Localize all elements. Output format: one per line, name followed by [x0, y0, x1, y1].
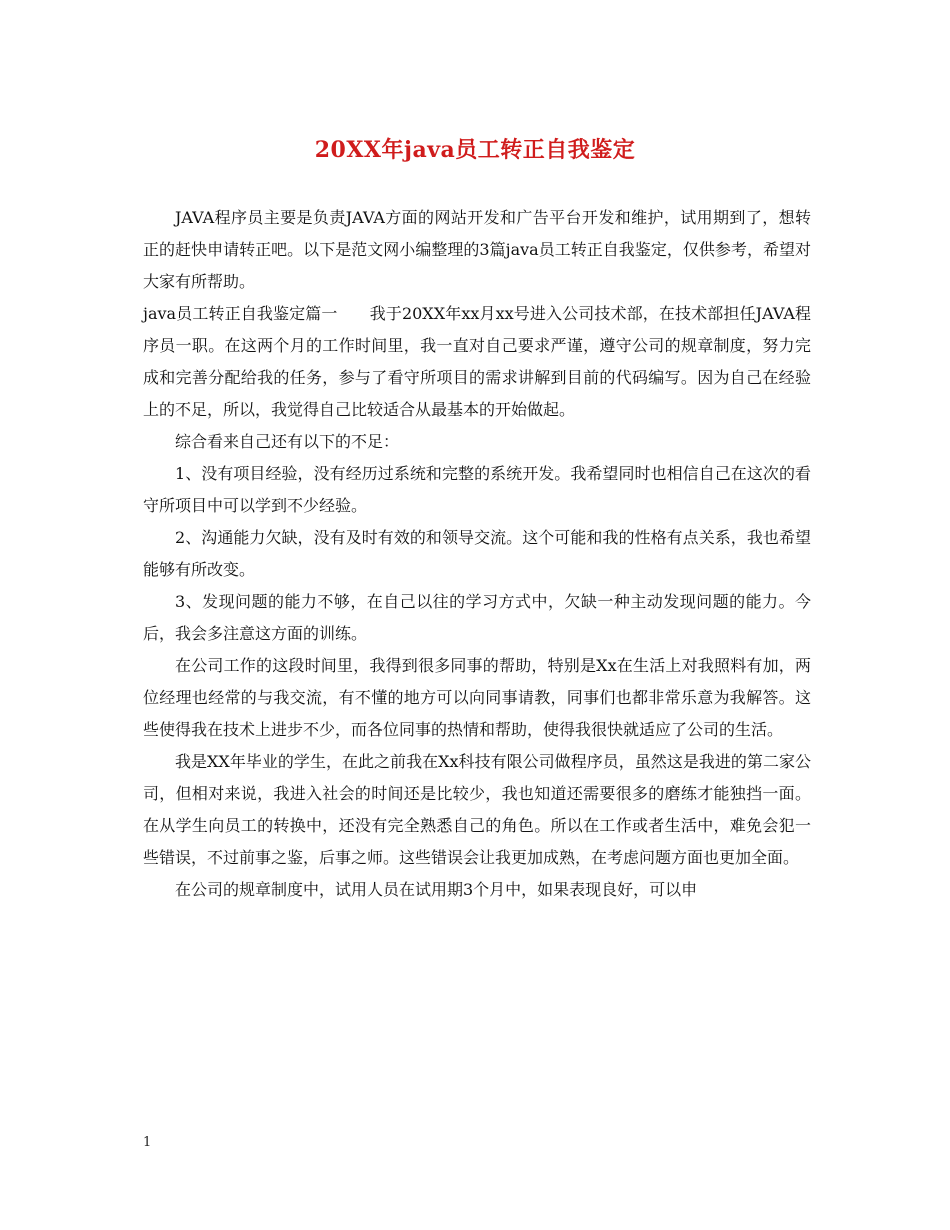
page-number: 1	[143, 1135, 152, 1150]
paragraph-background: 我是XX年毕业的学生，在此之前我在Xx科技有限公司做程序员，虽然这是我进的第二家公司，但相对来说，我进入社会的时间还是比较少，我也知道还需要很多的磨练才能独挡一面。在从学生向员工的转换中，还没有完全熟悉自己的角色。所以在工作或者生活中，难免会犯一些错误，不过前事之鉴，后事之师。这些错误会让我更加成熟，在考虑问题方面也更加全面。	[143, 752, 811, 867]
paragraph-shortcoming-3: 3、发现问题的能力不够，在自己以往的学习方式中，欠缺一种主动发现问题的能力。今后，我会多注意这方面的训练。	[143, 592, 811, 643]
paragraph-shortcomings-heading: 综合看来自己还有以下的不足：	[175, 432, 400, 451]
paragraph-shortcoming-1: 1、没有项目经验，没有经历过系统和完整的系统开发。我希望同时也相信自己在这次的看守所项目中可以学到不少经验。	[143, 464, 811, 515]
paragraph-intro: JAVA程序员主要是负责JAVA方面的网站开发和广告平台开发和维护，试用期到了，想转正的赶快申请转正吧。以下是范文网小编整理的3篇java员工转正自我鉴定，仅供参考，希望对大家有所帮助。	[143, 208, 811, 291]
document-title: 20XX年java员工转正自我鉴定	[314, 137, 636, 163]
document-body	[143, 202, 811, 906]
paragraph-colleagues: 在公司工作的这段时间里，我得到很多同事的帮助，特别是Xx在生活上对我照料有加，两位经理也经常的与我交流，有不懂的地方可以向同事请教，同事们也都非常乐意为我解答。这些使得我在技术上进步不少，而各位同事的热情和帮助，使得我很快就适应了公司的生活。	[143, 656, 811, 739]
paragraph-rules: 在公司的规章制度中，试用人员在试用期3个月中，如果表现良好，可以申	[175, 880, 698, 899]
paragraph-section-one: java员工转正自我鉴定篇一 我于20XX年xx月xx号进入公司技术部，在技术部担任JAVA程序员一职。在这两个月的工作时间里，我一直对自己要求严谨，遵守公司的规章制度，努力完成和完善分配给我的任务，参与了看守所项目的需求讲解到目前的代码编写。因为自己在经验上的不足，所以，我觉得自己比较适合从最基本的开始做起。	[143, 304, 811, 419]
paragraph-shortcoming-2: 2、沟通能力欠缺，没有及时有效的和领导交流。这个可能和我的性格有点关系，我也希望能够有所改变。	[143, 528, 811, 579]
